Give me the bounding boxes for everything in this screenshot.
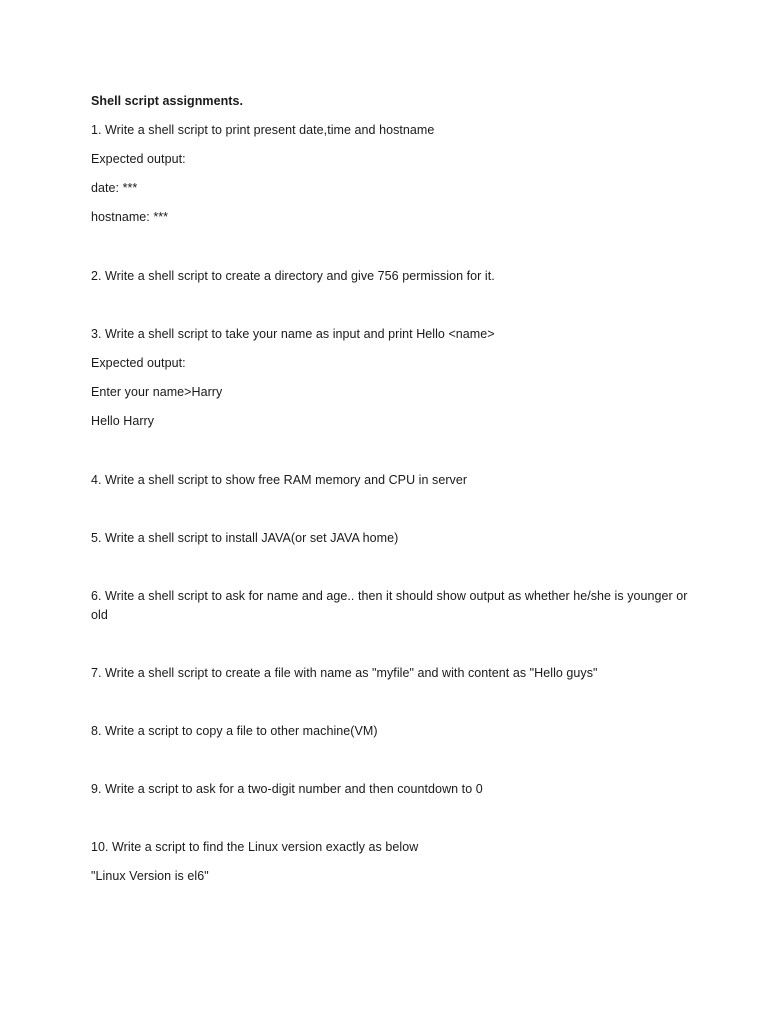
question-8: 8. Write a script to copy a file to other machine(VM) (91, 724, 378, 738)
question-1: 1. Write a shell script to print present date,time and hostname (91, 123, 435, 137)
expected-output-hostname: hostname: *** (91, 210, 169, 224)
question-6: 6. Write a shell script to ask for name and age.. then it should show output as whether he/she is younger or old (91, 589, 688, 622)
expected-output-label-3: Expected output: (91, 356, 186, 370)
expected-output-date: date: *** (91, 181, 138, 195)
question-4: 4. Write a shell script to show free RAM memory and CPU in server (91, 473, 468, 487)
document-title: Shell script assignments. (91, 94, 243, 108)
question-10: 10. Write a script to find the Linux version exactly as below (91, 840, 419, 854)
question-5: 5. Write a shell script to install JAVA(or set JAVA home) (91, 531, 399, 545)
question-3: 3. Write a shell script to take your name as input and print Hello <name> (91, 327, 495, 341)
expected-output-enter-name: Enter your name>Harry (91, 385, 223, 399)
expected-output-hello: Hello Harry (91, 414, 155, 428)
expected-output-label-1: Expected output: (91, 152, 186, 166)
expected-output-linux-version: "Linux Version is el6" (91, 869, 209, 883)
question-2: 2. Write a shell script to create a directory and give 756 permission for it. (91, 269, 495, 283)
question-7: 7. Write a shell script to create a file with name as "myfile" and with content as "Hello guys" (91, 666, 598, 680)
question-9: 9. Write a script to ask for a two-digit number and then countdown to 0 (91, 782, 483, 796)
